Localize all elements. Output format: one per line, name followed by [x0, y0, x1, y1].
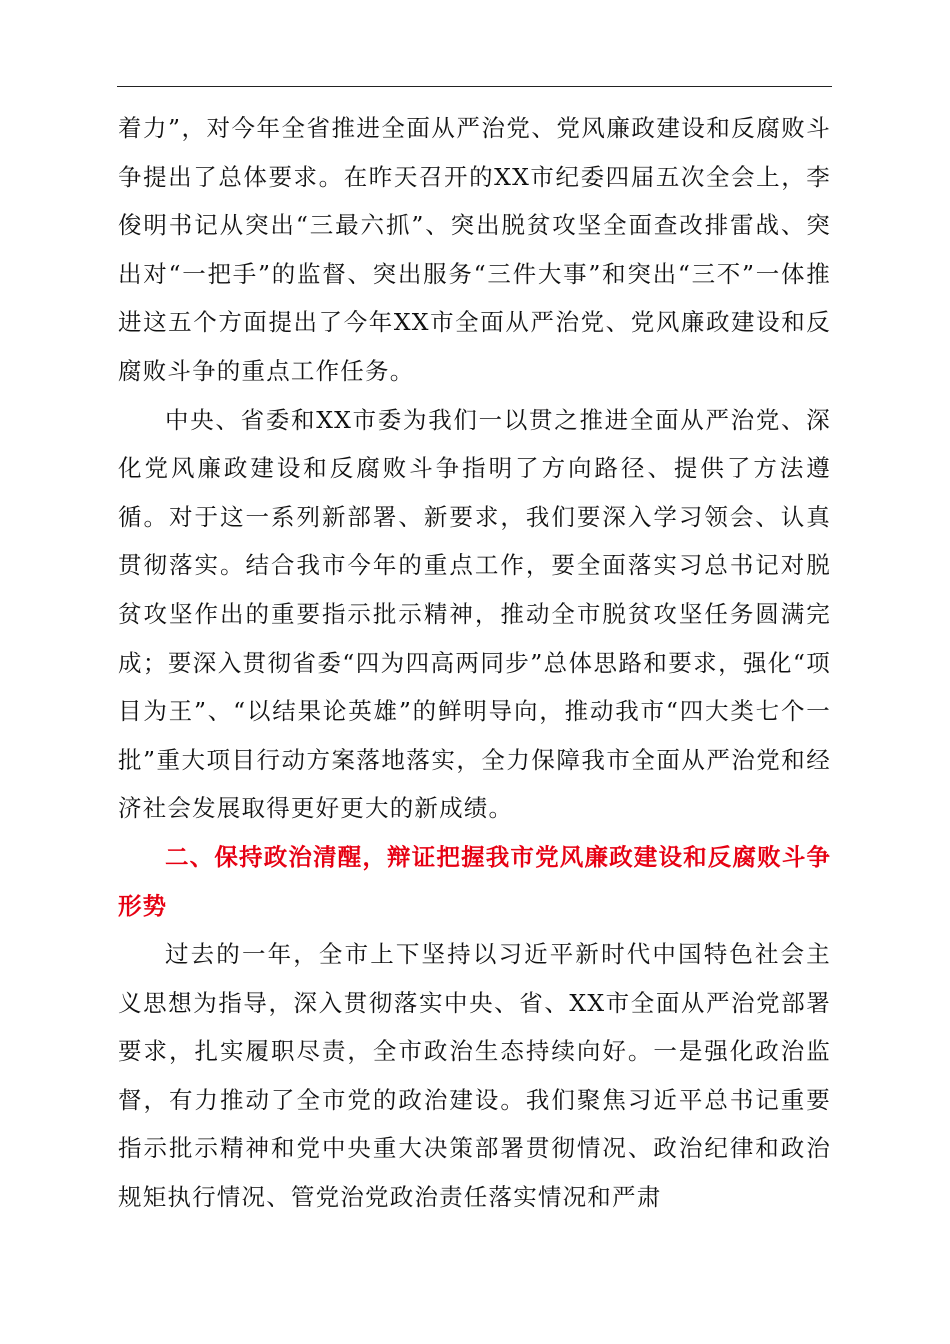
- document-body: [118, 104, 831, 1222]
- paragraph-review: 过去的一年，全市上下坚持以习近平新时代中国特色社会主义思想为指导，深入贯彻落实中央、省、XX市全面从严治党部署要求，扎实履职尽责，全市政治生态持续向好。一是强化政治监督，有力推动了全市党的政治建设。我们聚焦习近平总书记重要指示批示精神和党中央重大决策部署贯彻情况、政治纪律和政治规矩执行情况、管党治党政治责任落实情况和严肃: [118, 940, 831, 1212]
- header-rule: [117, 86, 832, 87]
- paragraph-guidance: 中央、省委和XX市委为我们一以贯之推进全面从严治党、深化党风廉政建设和反腐败斗争指明了方向路径、提供了方法遵循。对于这一系列新部署、新要求，我们要深入学习领会、认真贯彻落实。结合我市今年的重点工作，要全面落实习总书记对脱贫攻坚作出的重要指示批示精神，推动全市脱贫攻坚任务圆满完成；要深入贯彻省委“四为四高两同步”总体思路和要求，强化“项目为王”、“以结果论英雄”的鲜明导向，推动我市“四大类七个一批”重大项目行动方案落地落实，全力保障我市全面从严治党和经济社会发展取得更好更大的新成绩。: [118, 405, 831, 823]
- section-heading: 二、保持政治清醒，辩证把握我市党风廉政建设和反腐败斗争形势: [118, 842, 831, 920]
- paragraph-continued: 着力”，对今年全省推进全面从严治党、党风廉政建设和反腐败斗争提出了总体要求。在昨天召开的XX市纪委四届五次全会上，李俊明书记从突出“三最六抓”、突出脱贫攻坚全面查改排雷战、突出对“一把手”的监督、突出服务“三件大事”和突出“三不”一体推进这五个方面提出了今年XX市全面从严治党、党风廉政建设和反腐败斗争的重点工作任务。: [118, 114, 831, 385]
